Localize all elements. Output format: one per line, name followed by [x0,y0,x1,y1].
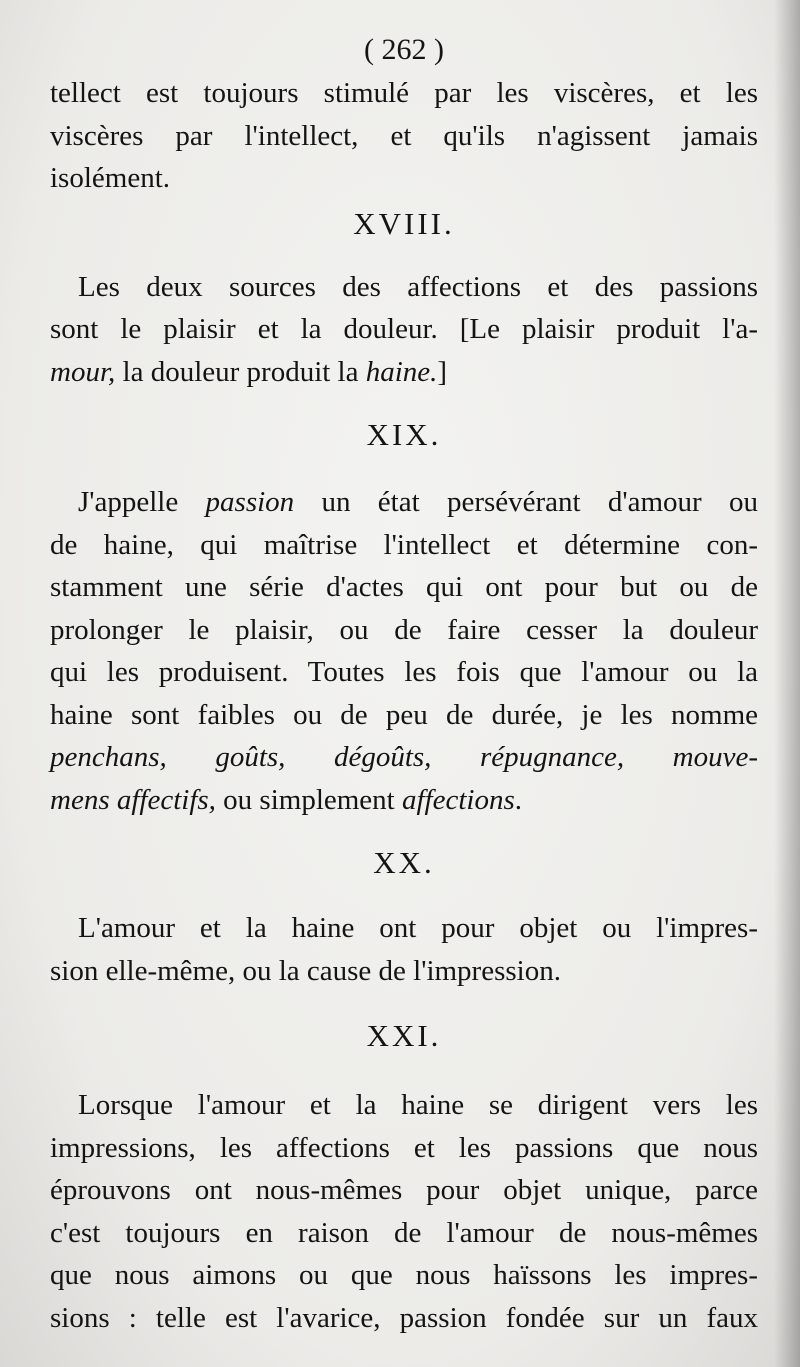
text-line: éprouvons ont nous-mêmes pour objet unique, parce [50,1174,758,1206]
text-line: de haine, qui maîtrise l'intellect et détermine con- [50,528,758,561]
italic-text: mens affectifs, [50,783,216,816]
paragraph-continuation [50,72,758,200]
text-run: J'appelle [78,486,206,518]
text-line [50,481,758,524]
text-run: ] [437,355,448,388]
text-line [50,736,758,779]
text-line: sont le plaisir et la douleur. [Le plaisir produit l'a- [50,313,758,345]
text-line: Les deux sources des affections et des passions [78,270,758,303]
page-number: ( 262 ) [364,33,444,66]
section-heading-xix: XIX. [366,417,442,452]
text-line: impressions, les affections et les passions que nous [50,1131,758,1164]
text-run: un état persévérant d'amour ou [294,486,758,518]
text-run: ou simplement [215,783,402,816]
italic-text: affections [402,783,515,816]
paragraph-xviii [50,266,758,394]
italic-text: penchans, goûts, dégoûts, répugnance, mouve- [50,741,758,773]
text-line [50,779,758,822]
italic-text: haine. [365,355,438,388]
text-line: viscères par l'intellect, et qu'ils n'agissent jamais [50,119,758,152]
italic-text: passion [205,486,295,518]
text-line: que nous aimons ou que nous haïssons les impres- [50,1259,758,1291]
text-line: isolément. [50,162,171,194]
page-edge-shadow [774,0,800,1367]
italic-text: mour, [50,355,116,388]
section-heading-xviii: XVIII. [353,205,455,241]
text-line: stamment une série d'actes qui ont pour but ou de [50,571,758,603]
paragraph-xxi [50,1084,758,1339]
text-line: prolonger le plaisir, ou de faire cesser la douleur [50,613,758,646]
text-run: la douleur produit la [115,355,366,388]
text-line: c'est toujours en raison de l'amour de nous-mêmes [50,1216,758,1249]
section-heading-xx: XX. [373,845,435,880]
text-line: sions : telle est l'avarice, passion fondée sur un faux [50,1301,758,1334]
text-run: . [514,783,523,816]
text-line: haine sont faibles ou de peu de durée, je les nomme [50,698,758,731]
text-line: sion elle-même, ou la cause de l'impression. [50,954,561,987]
paragraph-xix [50,481,758,821]
paragraph-xx [50,907,758,992]
text-line [50,351,758,394]
text-line: tellect est toujours stimulé par les viscères, et les [50,77,758,109]
section-heading-xxi: XXI. [366,1018,442,1053]
text-line: L'amour et la haine ont pour objet ou l'impres- [78,912,758,944]
text-line: qui les produisent. Toutes les fois que l'amour ou la [50,656,758,688]
text-line: Lorsque l'amour et la haine se dirigent vers les [78,1089,758,1121]
